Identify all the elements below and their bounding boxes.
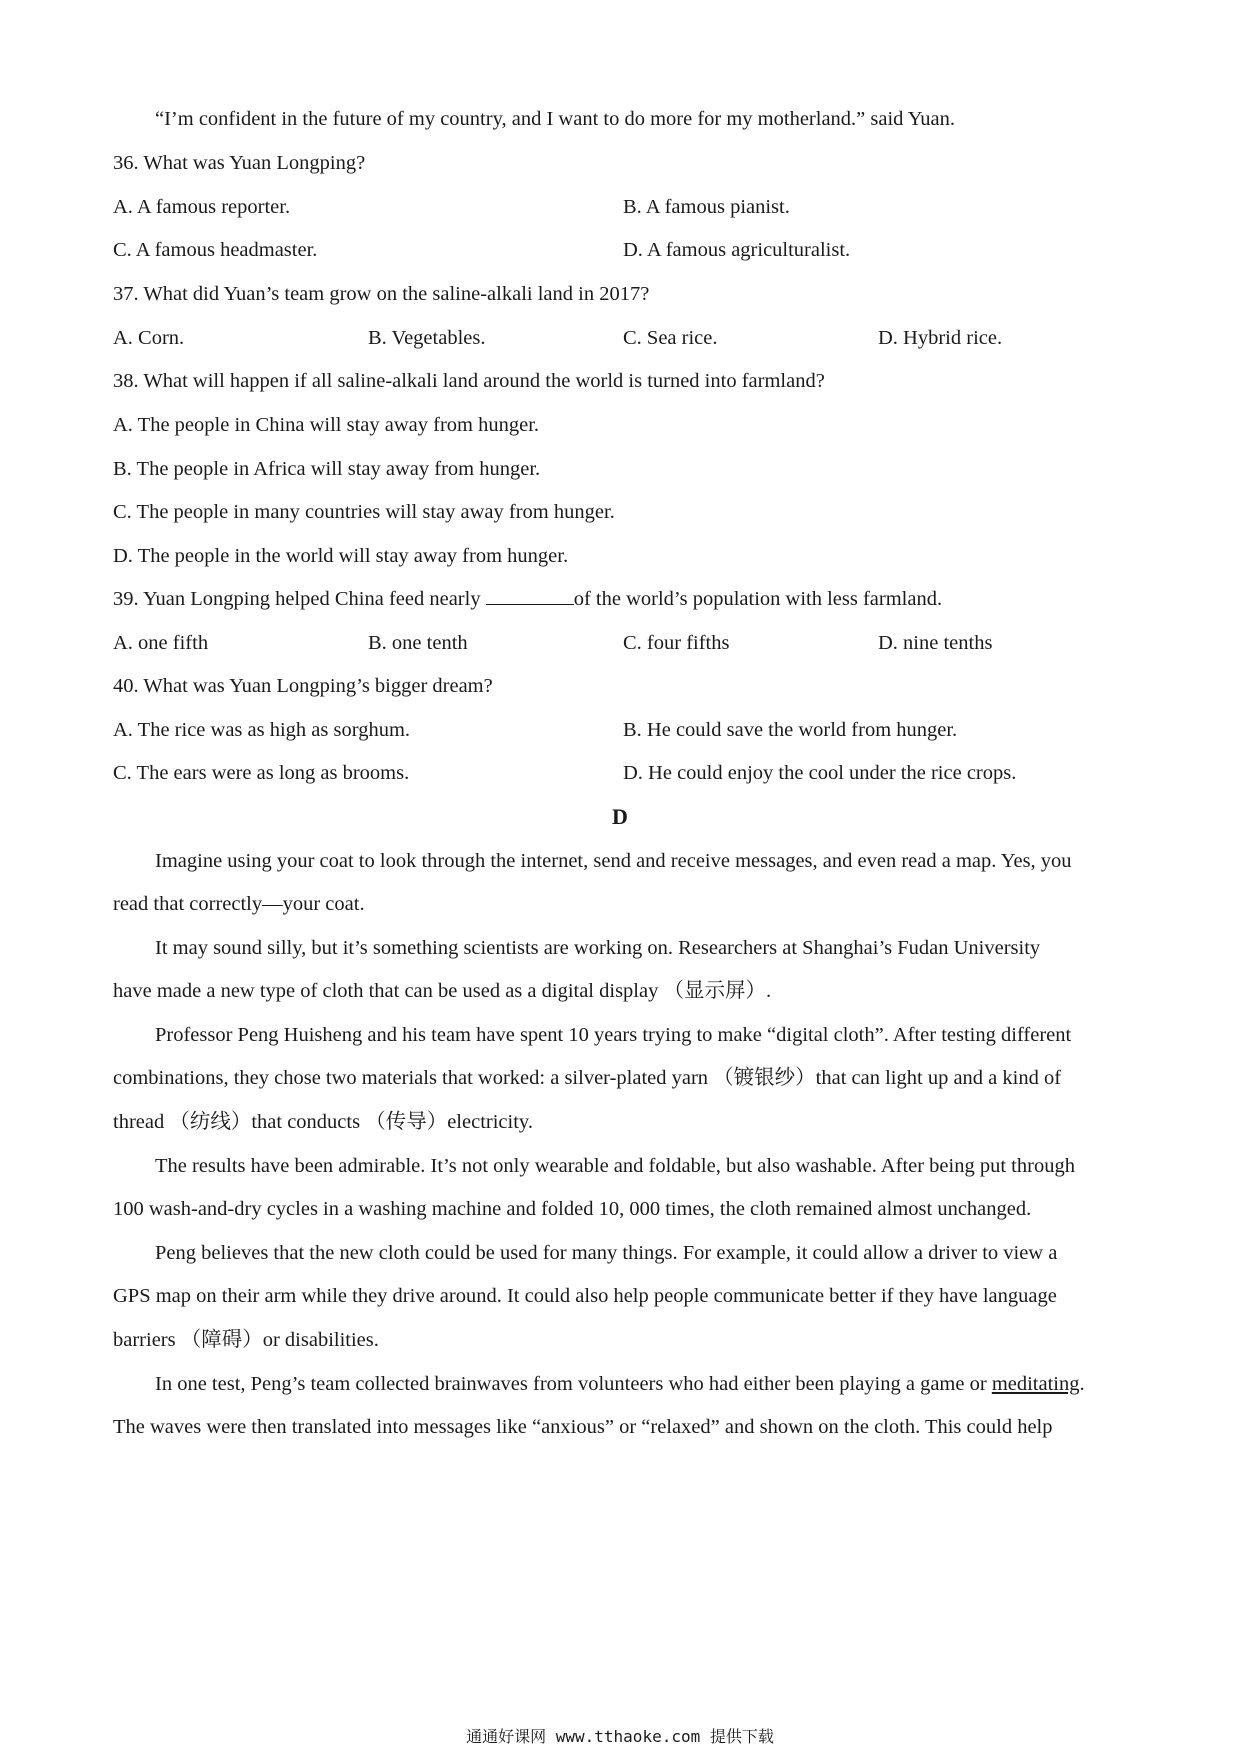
question-38-option-d: D. The people in the world will stay away from hunger. — [113, 545, 569, 567]
question-39-stem-end: of the world’s population with less farmland. — [573, 588, 943, 610]
question-39-stem-start: 39. Yuan Longping helped China feed nearly — [113, 588, 486, 610]
passage-p5-line3: barriers （障碍）or disabilities. — [113, 1329, 379, 1351]
footer-watermark: 通通好课网 www.tthaoke.com 提供下载 — [466, 1727, 774, 1746]
question-40-option-c: C. The ears were as long as brooms. — [113, 762, 410, 784]
passage-p2-line1: It may sound silly, but it’s something scientists are working on. Researchers at Shanghai’s Fudan University — [155, 937, 1041, 959]
underlined-word: meditating — [991, 1373, 1080, 1395]
passage-p3-line2: combinations, they chose two materials that worked: a silver-plated yarn （镀银纱）that can light up and a kind of — [113, 1067, 1062, 1089]
question-37-option-b: B. Vegetables. — [368, 327, 486, 349]
question-38-option-b: B. The people in Africa will stay away from hunger. — [113, 458, 541, 480]
question-37-option-a: A. Corn. — [113, 327, 185, 349]
question-38-option-c: C. The people in many countries will stay away from hunger. — [113, 501, 615, 523]
question-36-option-a: A. A famous reporter. — [113, 196, 291, 218]
passage-p3-line1: Professor Peng Huisheng and his team have spent 10 years trying to make “digital cloth”. After testing different — [155, 1024, 1072, 1046]
passage-p5-line1: Peng believes that the new cloth could be used for many things. For example, it could allow a driver to view a — [155, 1242, 1058, 1264]
question-37-option-d: D. Hybrid rice. — [878, 327, 1003, 349]
question-37-stem: 37. What did Yuan’s team grow on the saline-alkali land in 2017? — [113, 283, 650, 305]
answer-blank — [486, 586, 574, 605]
question-39-stem — [113, 586, 942, 612]
passage-p1-line2: read that correctly—your coat. — [113, 893, 365, 915]
passage-p6-line2: The waves were then translated into messages like “anxious” or “relaxed” and shown on the cloth. This could help — [113, 1416, 1053, 1438]
passage-p1-line1: Imagine using your coat to look through the internet, send and receive messages, and even read a map. Yes, you — [155, 850, 1072, 872]
passage-p2-line2: have made a new type of cloth that can be used as a digital display （显示屏）. — [113, 980, 772, 1002]
question-36-option-d: D. A famous agriculturalist. — [623, 239, 851, 261]
passage-p4-line1: The results have been admirable. It’s not only wearable and foldable, but also washable. After being put through — [155, 1155, 1075, 1177]
passage-p6-line1-end: . — [1079, 1373, 1085, 1395]
question-39-option-c: C. four fifths — [623, 632, 730, 654]
question-40-option-a: A. The rice was as high as sorghum. — [113, 719, 411, 741]
question-38-stem: 38. What will happen if all saline-alkali land around the world is turned into farmland? — [113, 370, 825, 392]
quote-line: “I’m confident in the future of my country, and I want to do more for my motherland.” said Yuan. — [155, 108, 956, 130]
passage-p6-line1-start: In one test, Peng’s team collected brainwaves from volunteers who had either been playing a game or — [155, 1373, 992, 1395]
question-36-option-c: C. A famous headmaster. — [113, 239, 318, 261]
question-40-stem: 40. What was Yuan Longping’s bigger dream? — [113, 675, 493, 697]
question-36-stem: 36. What was Yuan Longping? — [113, 152, 366, 174]
passage-p6-line1 — [155, 1371, 1085, 1397]
section-heading: D — [612, 804, 628, 829]
question-38-option-a: A. The people in China will stay away from hunger. — [113, 414, 540, 436]
question-36-option-b: B. A famous pianist. — [623, 196, 790, 218]
passage-p3-line3: thread （纺线）that conducts （传导）electricity. — [113, 1111, 533, 1133]
question-39-option-d: D. nine tenths — [878, 632, 993, 654]
question-39-option-a: A. one fifth — [113, 632, 209, 654]
passage-p4-line2: 100 wash-and-dry cycles in a washing machine and folded 10, 000 times, the cloth remained almost unchanged. — [113, 1198, 1032, 1220]
question-39-option-b: B. one tenth — [368, 632, 468, 654]
question-37-option-c: C. Sea rice. — [623, 327, 718, 349]
question-40-option-d: D. He could enjoy the cool under the rice crops. — [623, 762, 1017, 784]
passage-p5-line2: GPS map on their arm while they drive around. It could also help people communicate better if they have language — [113, 1285, 1057, 1307]
question-40-option-b: B. He could save the world from hunger. — [623, 719, 958, 741]
